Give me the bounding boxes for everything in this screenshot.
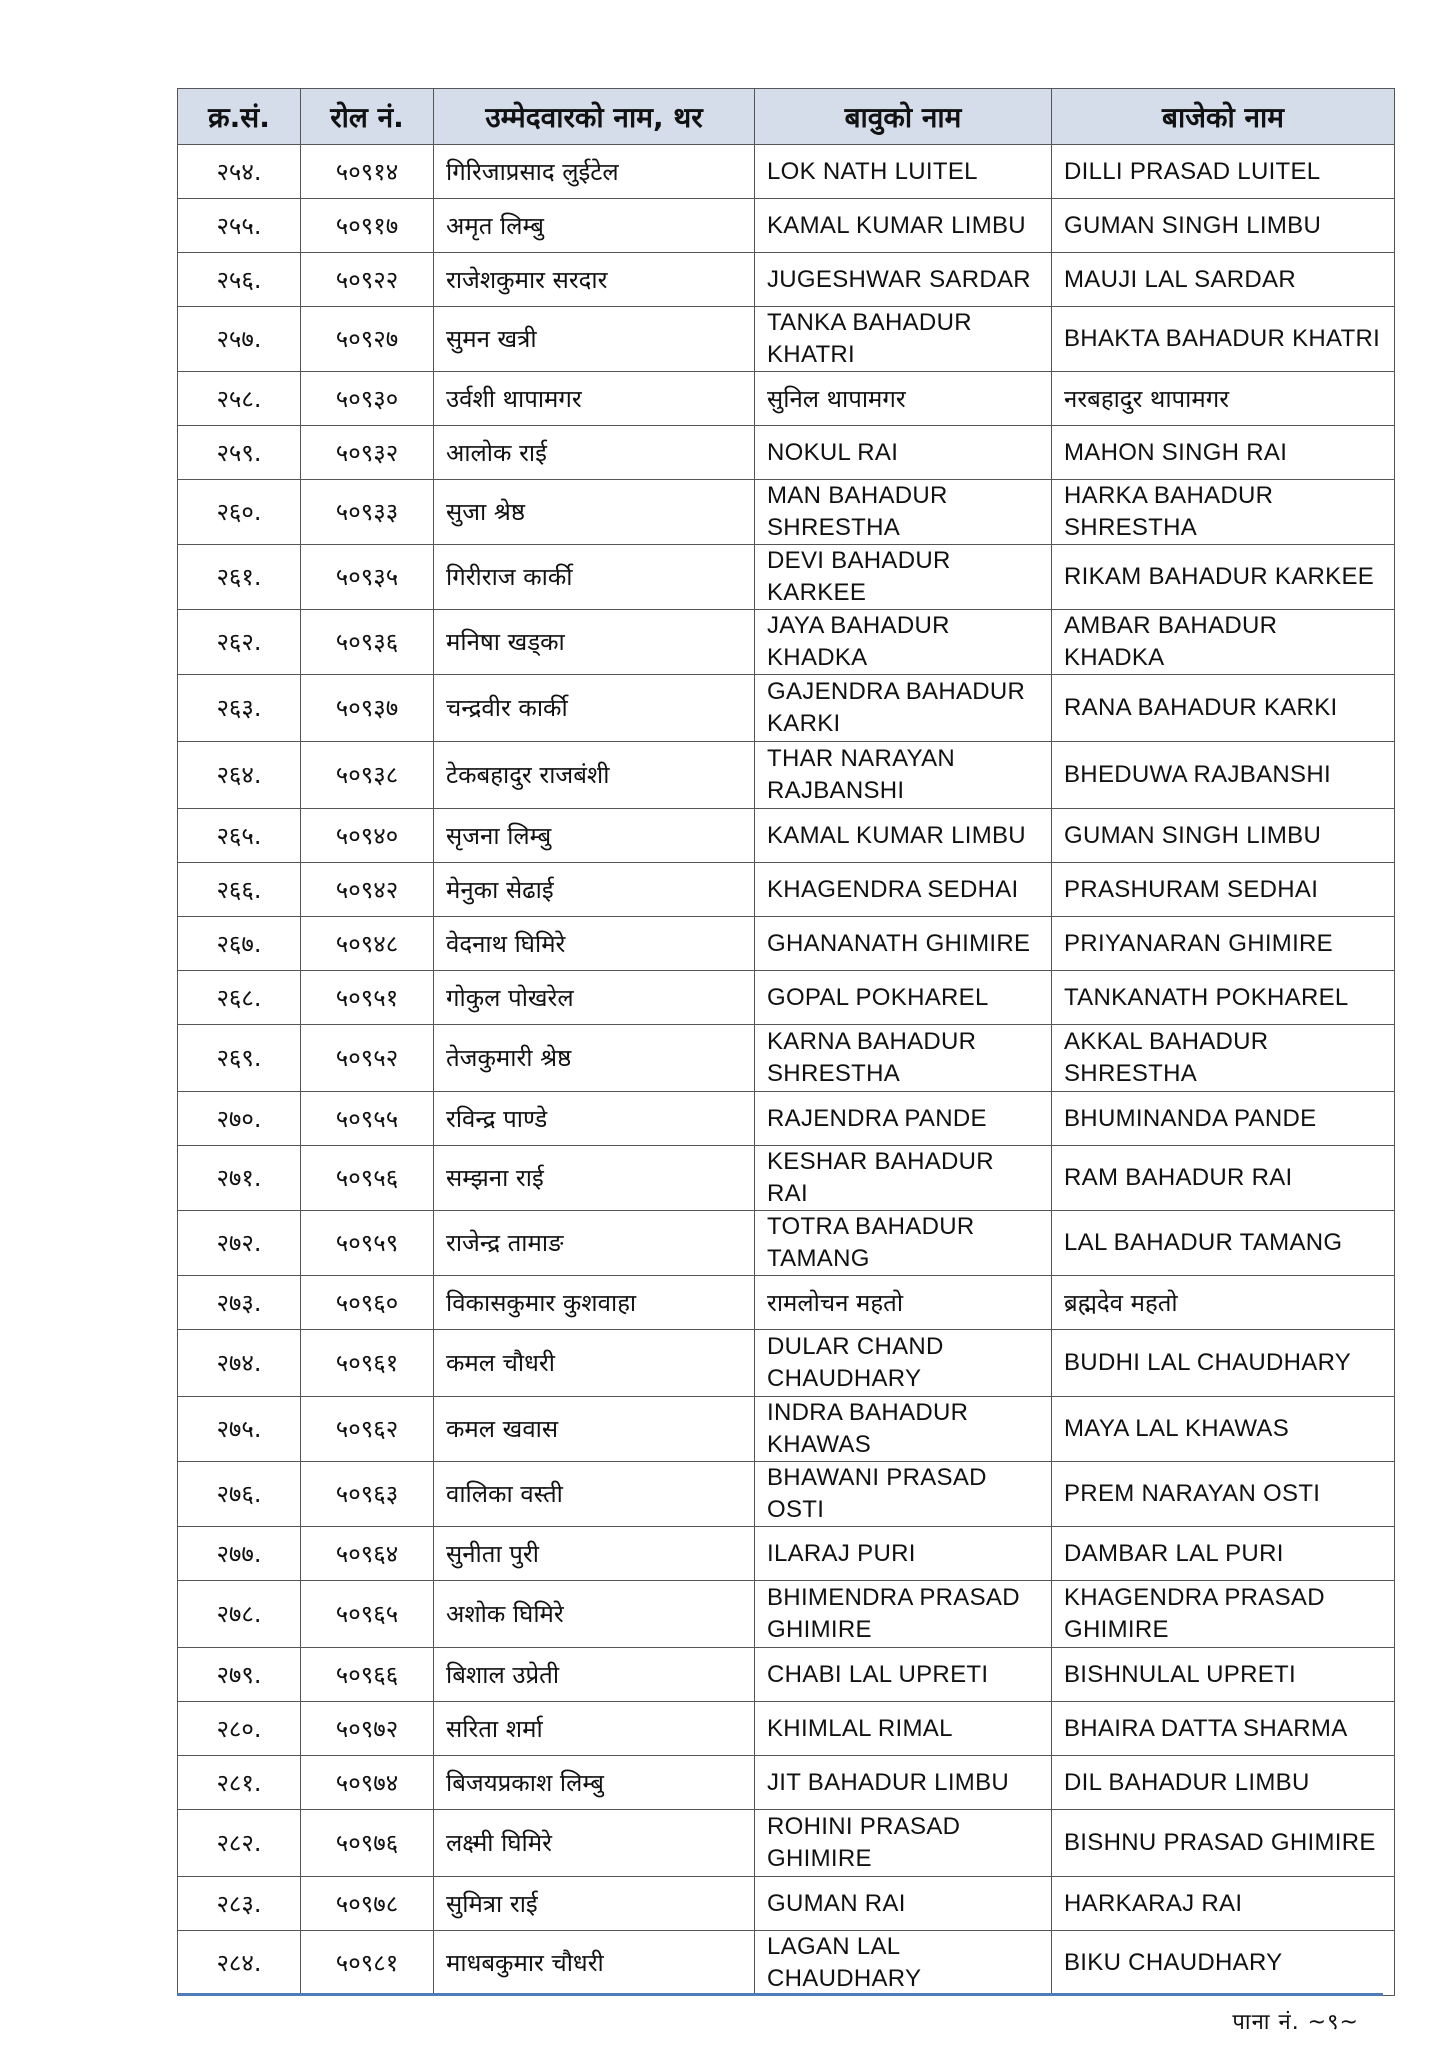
table-row (178, 1931, 1395, 1996)
table-row (178, 307, 1395, 372)
father-name-cell: INDRA BAHADUR KHAWAS (755, 1397, 1052, 1462)
candidate-name-cell: बिजयप्रकाश लिम्बु (434, 1756, 755, 1810)
roll-number-cell: ५०९४८ (301, 917, 434, 971)
father-name-cell: GOPAL POKHAREL (755, 971, 1052, 1025)
table-row (178, 1648, 1395, 1702)
table-row (178, 971, 1395, 1025)
header-roll-number: रोल नं. (301, 89, 434, 145)
serial-number-cell: २५९. (178, 426, 301, 480)
grandfather-name-cell: PRASHURAM SEDHAI (1052, 863, 1395, 917)
candidate-name-cell: आलोक राई (434, 426, 755, 480)
candidate-name-cell: मेनुका सेढाई (434, 863, 755, 917)
father-name-cell: TANKA BAHADUR KHATRI (755, 307, 1052, 372)
candidate-name-cell: सुजा श्रेष्ठ (434, 480, 755, 545)
roll-number-cell: ५०९३५ (301, 545, 434, 610)
grandfather-name-cell: MAYA LAL KHAWAS (1052, 1397, 1395, 1462)
grandfather-name-cell: BHUMINANDA PANDE (1052, 1092, 1395, 1146)
serial-number-cell: २६९. (178, 1025, 301, 1092)
table-row (178, 199, 1395, 253)
serial-number-cell: २५७. (178, 307, 301, 372)
grandfather-name-cell: AMBAR BAHADUR KHADKA (1052, 610, 1395, 675)
father-name-cell: KARNA BAHADUR SHRESTHA (755, 1025, 1052, 1092)
father-name-cell: KAMAL KUMAR LIMBU (755, 199, 1052, 253)
candidate-name-cell: सुनीता पुरी (434, 1527, 755, 1581)
grandfather-name-cell: नरबहादुर थापामगर (1052, 372, 1395, 426)
roll-number-cell: ५०९७६ (301, 1810, 434, 1877)
father-name-cell: रामलोचन महतो (755, 1276, 1052, 1330)
candidate-name-cell: विकासकुमार कुशवाहा (434, 1276, 755, 1330)
candidate-name-cell: गिरिजाप्रसाद लुईटेल (434, 145, 755, 199)
table-row (178, 1330, 1395, 1397)
candidate-name-cell: कमल चौधरी (434, 1330, 755, 1397)
table-row (178, 742, 1395, 809)
serial-number-cell: २६२. (178, 610, 301, 675)
candidate-name-cell: लक्ष्मी घिमिरे (434, 1810, 755, 1877)
table-row (178, 1702, 1395, 1756)
candidate-name-cell: चन्द्रवीर कार्की (434, 675, 755, 742)
serial-number-cell: २६८. (178, 971, 301, 1025)
roll-number-cell: ५०९५१ (301, 971, 434, 1025)
father-name-cell: BHAWANI PRASAD OSTI (755, 1462, 1052, 1527)
candidate-name-cell: वेदनाथ घिमिरे (434, 917, 755, 971)
roll-number-cell: ५०९३६ (301, 610, 434, 675)
serial-number-cell: २६१. (178, 545, 301, 610)
grandfather-name-cell: BISHNULAL UPRETI (1052, 1648, 1395, 1702)
grandfather-name-cell: BISHNU PRASAD GHIMIRE (1052, 1810, 1395, 1877)
father-name-cell: KHAGENDRA SEDHAI (755, 863, 1052, 917)
candidate-name-cell: गिरीराज कार्की (434, 545, 755, 610)
serial-number-cell: २६४. (178, 742, 301, 809)
father-name-cell: ILARAJ PURI (755, 1527, 1052, 1581)
father-name-cell: RAJENDRA PANDE (755, 1092, 1052, 1146)
grandfather-name-cell: MAUJI LAL SARDAR (1052, 253, 1395, 307)
candidate-name-cell: अशोक घिमिरे (434, 1581, 755, 1648)
father-name-cell: KHIMLAL RIMAL (755, 1702, 1052, 1756)
roll-number-cell: ५०९२२ (301, 253, 434, 307)
roll-number-cell: ५०९७८ (301, 1877, 434, 1931)
roll-number-cell: ५०९४० (301, 809, 434, 863)
grandfather-name-cell: GUMAN SINGH LIMBU (1052, 809, 1395, 863)
father-name-cell: KAMAL KUMAR LIMBU (755, 809, 1052, 863)
grandfather-name-cell: DAMBAR LAL PURI (1052, 1527, 1395, 1581)
grandfather-name-cell: ब्रह्मदेव महतो (1052, 1276, 1395, 1330)
candidate-name-cell: सुमित्रा राई (434, 1877, 755, 1931)
roll-number-cell: ५०९५६ (301, 1146, 434, 1211)
header-serial-number: क्र.सं. (178, 89, 301, 145)
candidate-name-cell: सृजना लिम्बु (434, 809, 755, 863)
candidate-name-cell: मनिषा खड्का (434, 610, 755, 675)
candidate-name-cell: तेजकुमारी श्रेष्ठ (434, 1025, 755, 1092)
table-row (178, 1462, 1395, 1527)
serial-number-cell: २७६. (178, 1462, 301, 1527)
serial-number-cell: २७३. (178, 1276, 301, 1330)
father-name-cell: THAR NARAYAN RAJBANSHI (755, 742, 1052, 809)
grandfather-name-cell: PREM NARAYAN OSTI (1052, 1462, 1395, 1527)
father-name-cell: CHABI LAL UPRETI (755, 1648, 1052, 1702)
serial-number-cell: २७८. (178, 1581, 301, 1648)
candidate-name-cell: वालिका वस्ती (434, 1462, 755, 1527)
candidate-name-cell: टेकबहादुर राजबंशी (434, 742, 755, 809)
roll-number-cell: ५०९६४ (301, 1527, 434, 1581)
grandfather-name-cell: RIKAM BAHADUR KARKEE (1052, 545, 1395, 610)
father-name-cell: DULAR CHAND CHAUDHARY (755, 1330, 1052, 1397)
father-name-cell: GHANANATH GHIMIRE (755, 917, 1052, 971)
table-row (178, 1092, 1395, 1146)
serial-number-cell: २७४. (178, 1330, 301, 1397)
father-name-cell: NOKUL RAI (755, 426, 1052, 480)
grandfather-name-cell: BHAKTA BAHADUR KHATRI (1052, 307, 1395, 372)
candidate-name-cell: माधबकुमार चौधरी (434, 1931, 755, 1996)
grandfather-name-cell: GUMAN SINGH LIMBU (1052, 199, 1395, 253)
grandfather-name-cell: DIL BAHADUR LIMBU (1052, 1756, 1395, 1810)
grandfather-name-cell: HARKARAJ RAI (1052, 1877, 1395, 1931)
roll-number-cell: ५०९७२ (301, 1702, 434, 1756)
candidate-name-cell: सरिता शर्मा (434, 1702, 755, 1756)
father-name-cell: सुनिल थापामगर (755, 372, 1052, 426)
table-row (178, 145, 1395, 199)
grandfather-name-cell: BIKU CHAUDHARY (1052, 1931, 1395, 1996)
roll-number-cell: ५०९३८ (301, 742, 434, 809)
grandfather-name-cell: RANA BAHADUR KARKI (1052, 675, 1395, 742)
grandfather-name-cell: BHAIRA DATTA SHARMA (1052, 1702, 1395, 1756)
father-name-cell: JIT BAHADUR LIMBU (755, 1756, 1052, 1810)
roll-number-cell: ५०९६६ (301, 1648, 434, 1702)
father-name-cell: GUMAN RAI (755, 1877, 1052, 1931)
grandfather-name-cell: BHEDUWA RAJBANSHI (1052, 742, 1395, 809)
father-name-cell: MAN BAHADUR SHRESTHA (755, 480, 1052, 545)
table-row (178, 1581, 1395, 1648)
roll-number-cell: ५०९५२ (301, 1025, 434, 1092)
grandfather-name-cell: RAM BAHADUR RAI (1052, 1146, 1395, 1211)
candidate-name-cell: राजेन्द्र तामाङ (434, 1211, 755, 1276)
candidate-name-cell: बिशाल उप्रेती (434, 1648, 755, 1702)
grandfather-name-cell: PRIYANARAN GHIMIRE (1052, 917, 1395, 971)
grandfather-name-cell: BUDHI LAL CHAUDHARY (1052, 1330, 1395, 1397)
grandfather-name-cell: TANKANATH POKHAREL (1052, 971, 1395, 1025)
roll-number-cell: ५०९६२ (301, 1397, 434, 1462)
table-header-row (178, 89, 1395, 145)
roll-number-cell: ५०९६१ (301, 1330, 434, 1397)
table-row (178, 809, 1395, 863)
grandfather-name-cell: AKKAL BAHADUR SHRESTHA (1052, 1025, 1395, 1092)
serial-number-cell: २७९. (178, 1648, 301, 1702)
father-name-cell: BHIMENDRA PRASAD GHIMIRE (755, 1581, 1052, 1648)
grandfather-name-cell: HARKA BAHADUR SHRESTHA (1052, 480, 1395, 545)
roll-number-cell: ५०९२७ (301, 307, 434, 372)
serial-number-cell: २५६. (178, 253, 301, 307)
table-row (178, 1276, 1395, 1330)
roll-number-cell: ५०९७४ (301, 1756, 434, 1810)
table-row (178, 253, 1395, 307)
serial-number-cell: २८४. (178, 1931, 301, 1996)
serial-number-cell: २५५. (178, 199, 301, 253)
father-name-cell: DEVI BAHADUR KARKEE (755, 545, 1052, 610)
roll-number-cell: ५०९३७ (301, 675, 434, 742)
serial-number-cell: २७१. (178, 1146, 301, 1211)
roll-number-cell: ५०९३० (301, 372, 434, 426)
grandfather-name-cell: MAHON SINGH RAI (1052, 426, 1395, 480)
serial-number-cell: २७०. (178, 1092, 301, 1146)
candidate-name-cell: रविन्द्र पाण्डे (434, 1092, 755, 1146)
table-row (178, 1810, 1395, 1877)
candidate-name-cell: गोकुल पोखरेल (434, 971, 755, 1025)
table-row (178, 863, 1395, 917)
table-row (178, 675, 1395, 742)
grandfather-name-cell: DILLI PRASAD LUITEL (1052, 145, 1395, 199)
table-row (178, 1397, 1395, 1462)
serial-number-cell: २७२. (178, 1211, 301, 1276)
header-grandfather-name: बाजेको नाम (1052, 89, 1395, 145)
serial-number-cell: २६५. (178, 809, 301, 863)
roll-number-cell: ५०९१४ (301, 145, 434, 199)
candidate-name-cell: अमृत लिम्बु (434, 199, 755, 253)
table-row (178, 1211, 1395, 1276)
serial-number-cell: २८०. (178, 1702, 301, 1756)
father-name-cell: TOTRA BAHADUR TAMANG (755, 1211, 1052, 1276)
father-name-cell: JAYA BAHADUR KHADKA (755, 610, 1052, 675)
roll-number-cell: ५०९६५ (301, 1581, 434, 1648)
serial-number-cell: २८१. (178, 1756, 301, 1810)
serial-number-cell: २५४. (178, 145, 301, 199)
table-row (178, 1877, 1395, 1931)
serial-number-cell: २६३. (178, 675, 301, 742)
table-row (178, 1146, 1395, 1211)
table-row (178, 917, 1395, 971)
table-row (178, 1527, 1395, 1581)
roll-number-cell: ५०९३२ (301, 426, 434, 480)
father-name-cell: GAJENDRA BAHADUR KARKI (755, 675, 1052, 742)
grandfather-name-cell: KHAGENDRA PRASAD GHIMIRE (1052, 1581, 1395, 1648)
table-row (178, 480, 1395, 545)
father-name-cell: ROHINI PRASAD GHIMIRE (755, 1810, 1052, 1877)
table-row (178, 610, 1395, 675)
roll-number-cell: ५०९५५ (301, 1092, 434, 1146)
roll-number-cell: ५०९६३ (301, 1462, 434, 1527)
father-name-cell: LOK NATH LUITEL (755, 145, 1052, 199)
roll-number-cell: ५०९४२ (301, 863, 434, 917)
table-row (178, 372, 1395, 426)
candidate-table (177, 88, 1395, 1996)
serial-number-cell: २६७. (178, 917, 301, 971)
father-name-cell: KESHAR BAHADUR RAI (755, 1146, 1052, 1211)
roll-number-cell: ५०९५९ (301, 1211, 434, 1276)
serial-number-cell: २८३. (178, 1877, 301, 1931)
table-row (178, 426, 1395, 480)
table-row (178, 545, 1395, 610)
serial-number-cell: २७५. (178, 1397, 301, 1462)
father-name-cell: LAGAN LAL CHAUDHARY (755, 1931, 1052, 1996)
header-father-name: बावुको नाम (755, 89, 1052, 145)
candidate-name-cell: कमल खवास (434, 1397, 755, 1462)
footer-divider (177, 1993, 1383, 1996)
table-body (178, 145, 1395, 1996)
roll-number-cell: ५०९८१ (301, 1931, 434, 1996)
serial-number-cell: २८२. (178, 1810, 301, 1877)
candidate-name-cell: राजेशकुमार सरदार (434, 253, 755, 307)
candidate-name-cell: सम्झना राई (434, 1146, 755, 1211)
header-candidate-name: उम्मेदवारको नाम, थर (434, 89, 755, 145)
father-name-cell: JUGESHWAR SARDAR (755, 253, 1052, 307)
serial-number-cell: २६०. (178, 480, 301, 545)
candidate-name-cell: सुमन खत्री (434, 307, 755, 372)
serial-number-cell: २७७. (178, 1527, 301, 1581)
roll-number-cell: ५०९६० (301, 1276, 434, 1330)
page-number: पाना नं. ~९~ (1232, 2010, 1359, 2035)
grandfather-name-cell: LAL BAHADUR TAMANG (1052, 1211, 1395, 1276)
candidate-name-cell: उर्वशी थापामगर (434, 372, 755, 426)
table-row (178, 1025, 1395, 1092)
roll-number-cell: ५०९१७ (301, 199, 434, 253)
roll-number-cell: ५०९३३ (301, 480, 434, 545)
serial-number-cell: २५८. (178, 372, 301, 426)
table-row (178, 1756, 1395, 1810)
serial-number-cell: २६६. (178, 863, 301, 917)
